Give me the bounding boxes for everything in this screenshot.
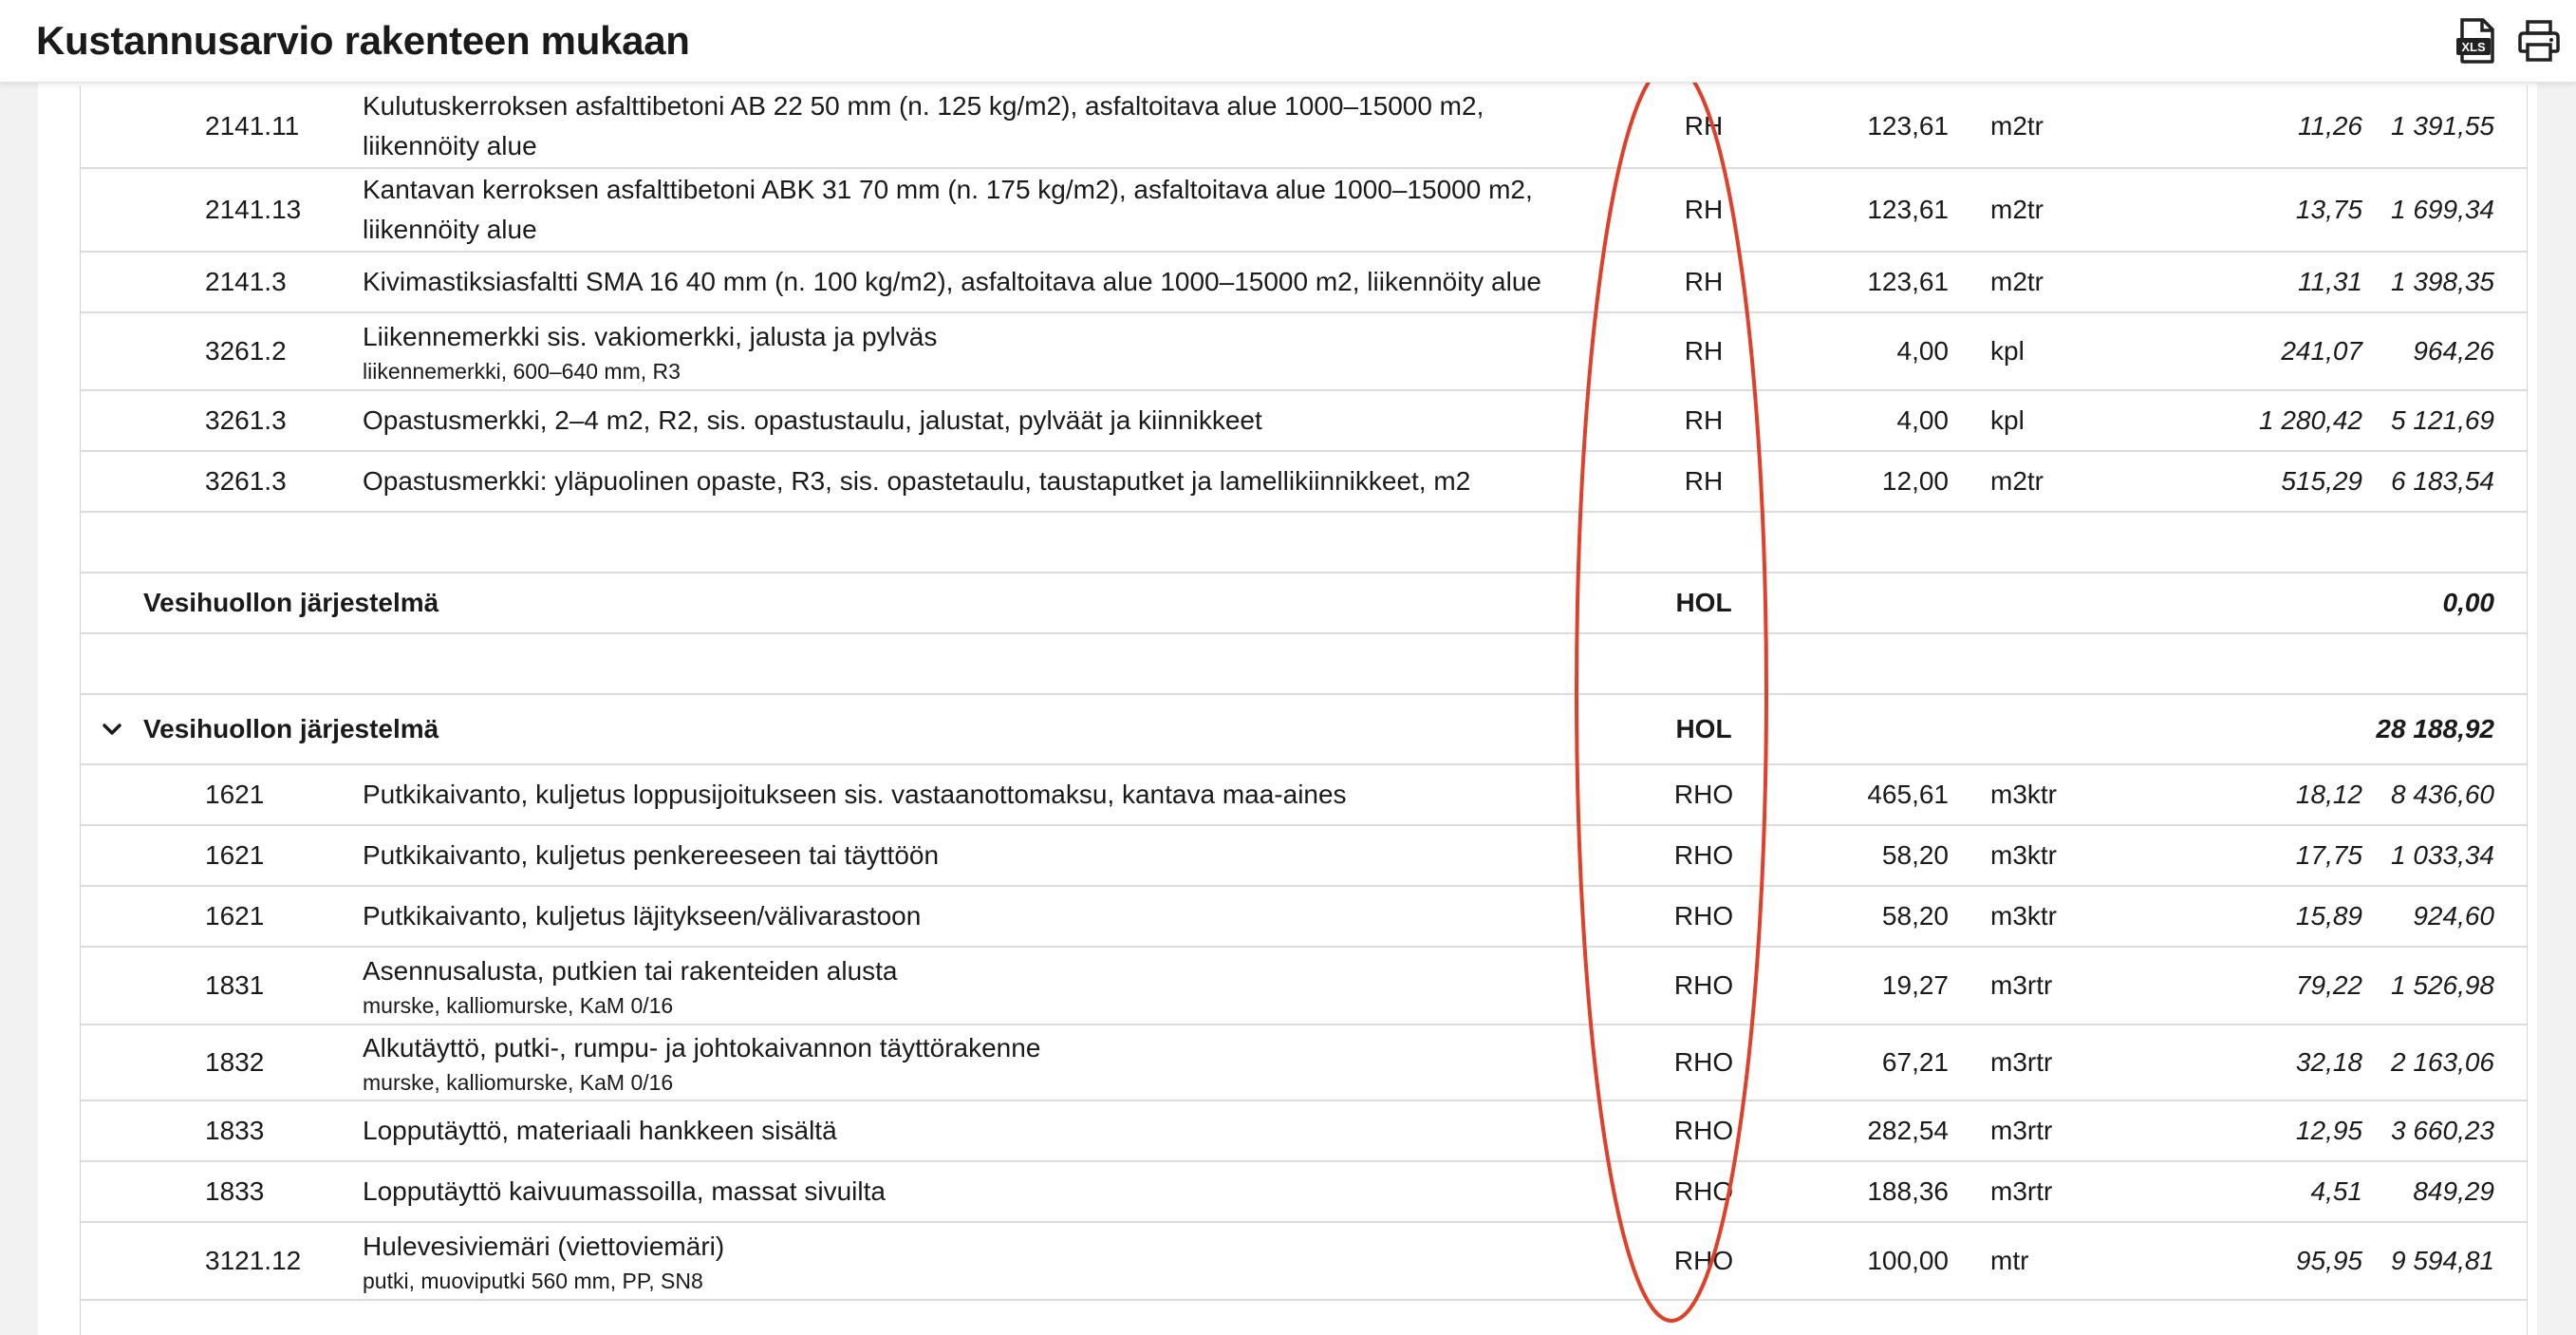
quantity-cell: 4,00	[1896, 336, 1949, 366]
table-row	[81, 85, 2527, 169]
printer-icon	[2517, 17, 2561, 65]
quantity-cell: 4,00	[1896, 405, 1949, 435]
description-cell	[363, 391, 1653, 450]
description-text: Kivimastiksiasfaltti SMA 16 40 mm (n. 100 kg/m2), asfaltoitava alue 1000–15000 m2, liikennöity alue	[363, 267, 1541, 296]
unit-price-cell: 1 280,42	[2259, 405, 2362, 435]
quantity-cell: 123,61	[1867, 111, 1949, 141]
total-cell: 9 594,81	[2391, 1246, 2494, 1275]
description-cell	[363, 1162, 1653, 1221]
unit-cell: m2tr	[1990, 111, 2044, 141]
quantity-cell: 465,61	[1867, 780, 1949, 809]
unit-price-cell: 13,75	[2295, 195, 2362, 224]
total-cell: 3 660,23	[2391, 1116, 2494, 1145]
unit-price-cell: 515,29	[2281, 466, 2362, 496]
class-cell: RHO	[1673, 840, 1734, 870]
page-header	[0, 0, 2576, 83]
code-cell: 2141.11	[205, 111, 300, 141]
chevron-down-icon	[100, 717, 124, 742]
unit-cell: m3ktr	[1990, 901, 2057, 931]
description-text: Hulevesiviemäri (viettoviemäri)	[363, 1232, 725, 1261]
quantity-cell: 188,36	[1867, 1176, 1949, 1206]
total-cell: 1 526,98	[2391, 970, 2494, 1000]
page-title: Kustannusarvio rakenteen mukaan	[36, 18, 690, 63]
description-cell	[363, 948, 1653, 1024]
table-row	[81, 313, 2527, 391]
unit-cell: m3ktr	[1990, 840, 2057, 870]
description-cell	[363, 169, 1653, 251]
group-class-cell: HOL	[1675, 714, 1732, 743]
table-row	[81, 253, 2527, 313]
spacer-row	[81, 634, 2527, 695]
total-cell: 1 398,35	[2391, 267, 2494, 296]
total-cell: 8 436,60	[2391, 780, 2494, 809]
table-row	[81, 1223, 2527, 1301]
class-cell: RHO	[1673, 901, 1734, 931]
table-row	[81, 452, 2527, 513]
description-cell	[363, 1025, 1653, 1100]
code-cell: 3261.2	[205, 336, 287, 366]
unit-price-cell: 11,31	[2298, 267, 2362, 296]
description-cell	[363, 85, 1653, 167]
unit-cell: m2tr	[1990, 466, 2044, 496]
description-cell	[363, 887, 1653, 946]
code-cell: 2141.3	[205, 267, 287, 296]
unit-price-cell: 95,95	[2295, 1246, 2362, 1275]
code-cell: 1832	[205, 1047, 265, 1077]
class-cell: RH	[1684, 267, 1724, 296]
code-cell: 3261.3	[205, 466, 287, 496]
unit-cell: m3rtr	[1990, 1176, 2053, 1206]
print-button[interactable]	[2517, 17, 2561, 65]
unit-cell: m2tr	[1990, 195, 2044, 224]
description-subtext: murske, kalliomurske, KaM 0/16	[363, 993, 674, 1018]
group-row[interactable]	[81, 573, 2527, 634]
description-cell	[363, 313, 1653, 389]
unit-price-cell: 18,12	[2295, 780, 2362, 809]
code-cell: 1833	[205, 1116, 265, 1145]
code-cell: 1621	[205, 901, 265, 931]
table-row	[81, 1101, 2527, 1162]
group-total-cell: 28 188,92	[2376, 714, 2494, 743]
unit-cell: mtr	[1990, 1246, 2029, 1275]
export-xls-button[interactable]	[2455, 17, 2498, 65]
unit-price-cell: 17,75	[2295, 840, 2362, 870]
group-name: Vesihuollon järjestelmä	[143, 588, 439, 617]
class-cell: RH	[1684, 336, 1724, 366]
quantity-cell: 19,27	[1881, 970, 1949, 1000]
table-row	[81, 1025, 2527, 1101]
description-cell	[363, 1223, 1653, 1299]
unit-cell: m3rtr	[1990, 1047, 2053, 1077]
description-text-line2: liikennöity alue	[363, 131, 537, 160]
unit-price-cell: 32,18	[2295, 1047, 2362, 1077]
class-cell: RHO	[1673, 970, 1734, 1000]
description-text: Kantavan kerroksen asfalttibetoni ABK 31 70 mm (n. 175 kg/m2), asfaltoitava alue 1000–15000 m2,	[363, 175, 1533, 204]
quantity-cell: 67,21	[1881, 1047, 1949, 1077]
table-row	[81, 391, 2527, 452]
description-text: Putkikaivanto, kuljetus penkereeseen tai täyttöön	[363, 840, 940, 870]
total-cell: 924,60	[2413, 901, 2494, 931]
class-cell: RHO	[1673, 780, 1734, 809]
unit-cell: m2tr	[1990, 267, 2044, 296]
quantity-cell: 100,00	[1867, 1246, 1949, 1275]
unit-price-cell: 241,07	[2281, 336, 2362, 366]
code-cell: 1833	[205, 1176, 265, 1206]
unit-cell: m3rtr	[1990, 1116, 2053, 1145]
quantity-cell: 123,61	[1867, 267, 1949, 296]
total-cell: 2 163,06	[2391, 1047, 2494, 1077]
table-row	[81, 948, 2527, 1025]
unit-cell: m3rtr	[1990, 970, 2053, 1000]
description-text: Kulutuskerroksen asfalttibetoni AB 22 50 mm (n. 125 kg/m2), asfaltoitava alue 1000–15000 m2,	[363, 91, 1484, 121]
quantity-cell: 282,54	[1867, 1116, 1949, 1145]
description-text: Putkikaivanto, kuljetus läjitykseen/välivarastoon	[363, 901, 922, 931]
class-cell: RH	[1684, 405, 1724, 435]
cost-table	[80, 85, 2528, 1335]
unit-price-cell: 4,51	[2310, 1176, 2362, 1206]
total-cell: 1 391,55	[2391, 111, 2494, 141]
quantity-cell: 58,20	[1881, 901, 1949, 931]
unit-price-cell: 79,22	[2295, 970, 2362, 1000]
description-text: Alkutäyttö, putki-, rumpu- ja johtokaivannon täyttörakenne	[363, 1033, 1041, 1062]
class-cell: RH	[1684, 466, 1724, 496]
description-text: Putkikaivanto, kuljetus loppusijoitukseen sis. vastaanottomaksu, kantava maa-aines	[363, 780, 1347, 809]
description-text: Liikennemerkki sis. vakiomerkki, jalusta ja pylväs	[363, 322, 938, 351]
table-row	[81, 1162, 2527, 1223]
table-row	[81, 887, 2527, 948]
group-row-expanded[interactable]	[81, 695, 2527, 765]
description-text-line2: liikennöity alue	[363, 215, 537, 244]
quantity-cell: 58,20	[1881, 840, 1949, 870]
quantity-cell: 12,00	[1881, 466, 1949, 496]
total-cell: 6 183,54	[2391, 466, 2494, 496]
table-row	[81, 765, 2527, 826]
code-cell: 1831	[205, 970, 265, 1000]
class-cell: RHO	[1673, 1116, 1734, 1145]
description-text: Opastusmerkki: yläpuolinen opaste, R3, sis. opastetaulu, taustaputket ja lamellikiinnikkeet, m2	[363, 466, 1471, 496]
class-cell: RHO	[1673, 1047, 1734, 1077]
unit-price-cell: 15,89	[2295, 901, 2362, 931]
description-text: Asennusalusta, putkien tai rakenteiden alusta	[363, 956, 898, 986]
code-cell: 3261.3	[205, 405, 287, 435]
total-cell: 964,26	[2413, 336, 2494, 366]
code-cell: 1621	[205, 840, 265, 870]
description-text: Lopputäyttö kaivuumassoilla, massat sivuilta	[363, 1176, 886, 1206]
group-name: Vesihuollon järjestelmä	[143, 714, 439, 743]
total-cell: 1 033,34	[2391, 840, 2494, 870]
code-cell: 3121.12	[205, 1246, 302, 1275]
description-subtext: murske, kalliomurske, KaM 0/16	[363, 1070, 674, 1095]
description-subtext: putki, muoviputki 560 mm, PP, SN8	[363, 1269, 703, 1293]
code-cell: 2141.13	[205, 195, 302, 224]
unit-cell: m3ktr	[1990, 780, 2057, 809]
description-subtext: liikennemerkki, 600–640 mm, R3	[363, 359, 681, 384]
description-cell	[363, 826, 1653, 885]
code-cell: 1621	[205, 780, 265, 809]
collapse-toggle[interactable]	[98, 695, 126, 763]
group-total-cell: 0,00	[2442, 588, 2494, 617]
unit-cell: kpl	[1990, 405, 2025, 435]
svg-text:XLS: XLS	[2461, 40, 2486, 54]
total-cell: 849,29	[2413, 1176, 2494, 1206]
total-cell: 5 121,69	[2391, 405, 2494, 435]
group-class-cell: HOL	[1675, 588, 1732, 617]
main-content	[38, 82, 2537, 1335]
class-cell: RH	[1684, 195, 1724, 224]
class-cell: RHO	[1673, 1176, 1734, 1206]
class-cell: RHO	[1673, 1246, 1734, 1275]
total-cell: 1 699,34	[2391, 195, 2494, 224]
table-row	[81, 826, 2527, 887]
table-row	[81, 169, 2527, 253]
unit-price-cell: 12,95	[2295, 1116, 2362, 1145]
description-text: Opastusmerkki, 2–4 m2, R2, sis. opastustaulu, jalustat, pylväät ja kiinnikkeet	[363, 405, 1262, 435]
class-cell: RH	[1684, 111, 1724, 141]
spacer-row	[81, 513, 2527, 573]
description-cell	[363, 765, 1653, 824]
description-cell	[363, 452, 1653, 511]
quantity-cell: 123,61	[1867, 195, 1949, 224]
description-cell	[363, 1101, 1653, 1160]
unit-cell: kpl	[1990, 336, 2025, 366]
description-text: Lopputäyttö, materiaali hankkeen sisältä	[363, 1116, 837, 1145]
xls-file-icon	[2455, 17, 2498, 65]
description-cell	[363, 253, 1653, 311]
unit-price-cell: 11,26	[2298, 111, 2362, 141]
